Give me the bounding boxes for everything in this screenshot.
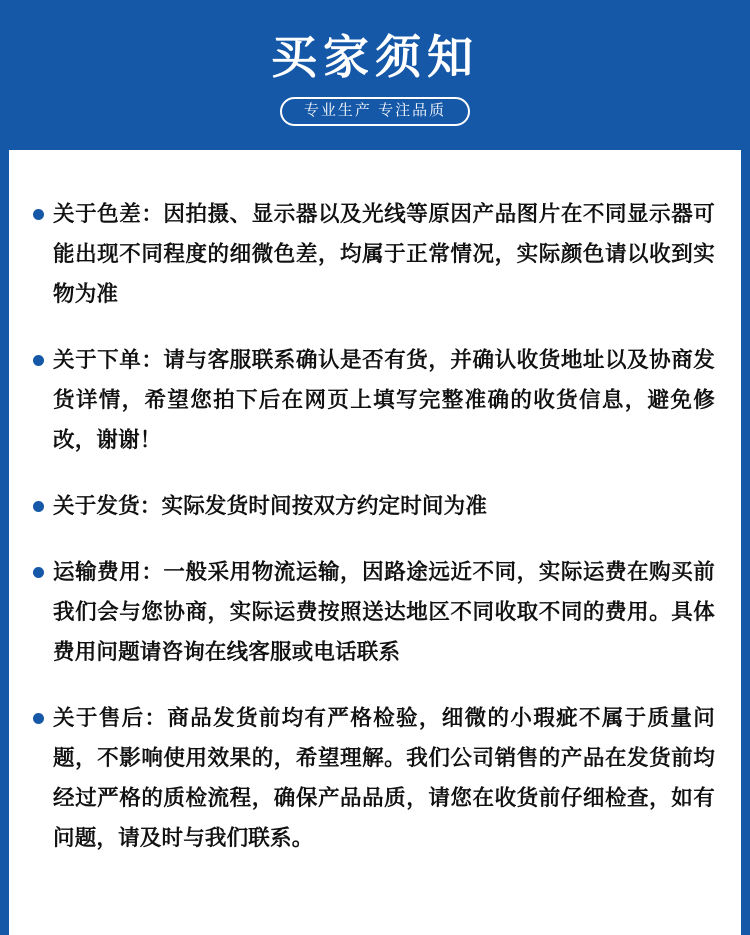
notice-paragraph [33,552,715,672]
notice-paragraph [33,698,715,858]
page-banner [9,0,741,150]
notice-text: 因拍摄、显示器以及光线等原因产品图片在不同显示器可能出现不同程度的细微色差，均属于正常情况，实际颜色请以收到实物为准 [53,202,715,306]
notice-item [33,194,715,314]
notice-item [33,340,715,460]
notice-label: 关于发货： [53,494,162,518]
notice-label: 关于售后： [53,706,168,730]
notice-item [33,698,715,858]
notice-text: 一般采用物流运输，因路途远近不同，实际运费在购买前我们会与您协商，实际运费按照送达地区不同收取不同的费用。具体费用问题请咨询在线客服或电话联系 [53,560,715,664]
notice-paragraph [33,194,715,314]
notice-list [9,150,741,858]
notice-label: 运输费用： [53,560,164,584]
notice-item [33,552,715,672]
notice-label: 关于下单： [53,348,164,372]
bullet-icon [33,355,44,366]
notice-item [33,486,715,526]
notice-paragraph [33,486,715,526]
page-title: 买家须知 [271,30,479,83]
notice-label: 关于色差： [53,202,164,226]
bullet-icon [33,713,44,724]
bullet-icon [33,501,44,512]
notice-text: 商品发货前均有严格检验，细微的小瑕疵不属于质量问题，不影响使用效果的，希望理解。我们公司销售的产品在发货前均经过严格的质检流程，确保产品品质，请您在收货前仔细检查，如有问题，请及时与我们联系。 [53,706,715,850]
notice-text: 请与客服联系确认是否有货，并确认收货地址以及协商发货详情，希望您拍下后在网页上填写完整准确的收货信息，避免修改，谢谢！ [53,348,715,452]
notice-paragraph [33,340,715,460]
bullet-icon [33,209,44,220]
bullet-icon [33,567,44,578]
banner-subtitle-badge: 专业生产 专注品质 [280,97,470,127]
notice-text: 实际发货时间按双方约定时间为准 [161,494,488,518]
